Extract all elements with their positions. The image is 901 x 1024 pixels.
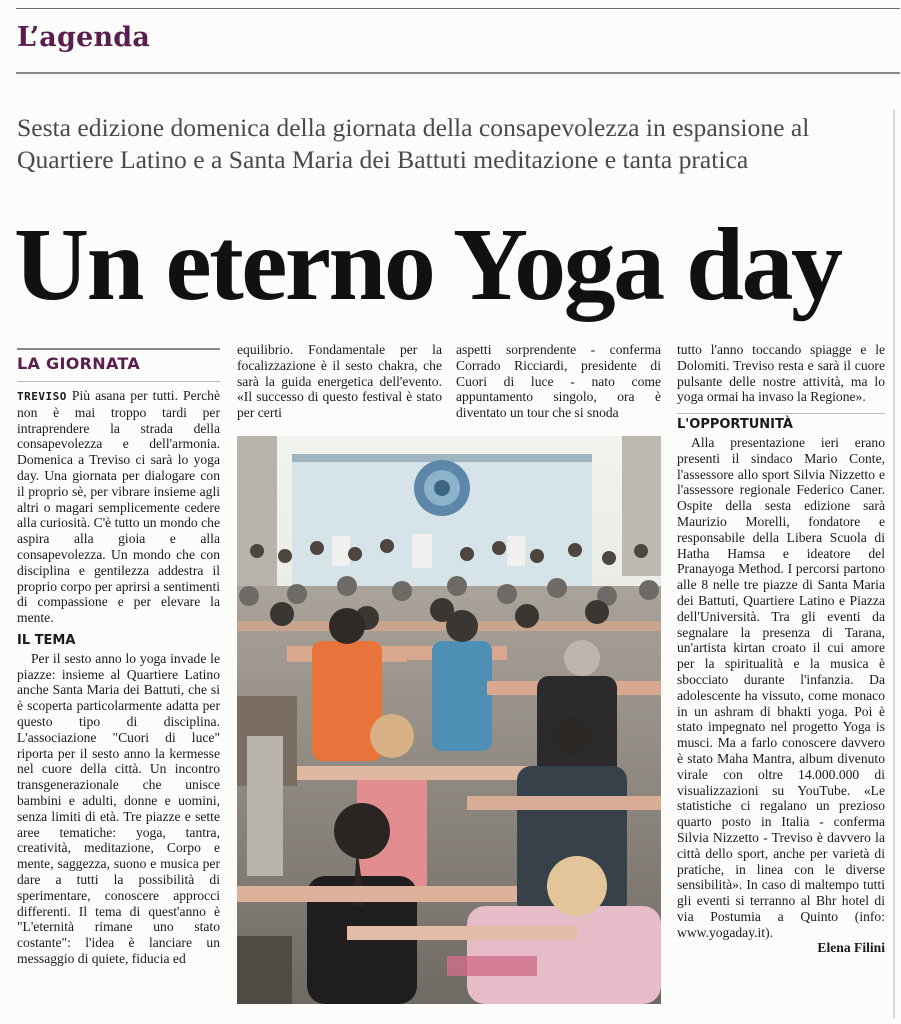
kicker-label: LA GIORNATA: [17, 354, 141, 373]
section-rule: [16, 72, 900, 74]
dateline: TREVISO: [17, 390, 67, 403]
column-1: [17, 387, 220, 967]
tema-paragraph: Per il sesto anno lo yoga invade le piazze: insieme al Quartiere Latino anche Santa Maria dei Battuti, che si è scoperta particolarmente adatta per questo tipo di disciplina. L'associazione "Cuori di luce" riporta per il sesto anno la kermesse nel cuore della città. Un incontro transgenerazionale che unisce bambini e adulti, donne e uomini, senza limiti di età. Tre piazze e sette aree tematiche: yoga, tantra, creatività, meditazione, Corpo e mente, saggezza, suono e musica per dare a tutti la possibilità di sperimentare, conoscere approcci differenti. Il tema di quest'anno è "L'eternità rimane uno stato costante": l'idea è lanciare un messaggio di quiete, fiducia ed: [17, 650, 220, 966]
crowd-yoga-photo: [237, 436, 661, 1004]
kicker-rule: [17, 348, 220, 350]
column-3: [456, 342, 661, 421]
article-subtitle: Sesta edizione domenica della giornata della consapevolezza in espansione al Quartiere Latino e a Santa Maria dei Battuti meditazione e tanta pratica: [17, 113, 810, 174]
article-headline: Un eterno Yoga day: [14, 207, 841, 322]
subhead-opportunita: L'OPPORTUNITÀ: [677, 417, 793, 433]
section-title: L’agenda: [17, 22, 151, 53]
column-3-text: aspetti sorprendente - conferma Corrado Ricciardi, presidente di Cuori di luce - nato come appuntamento singolo, ora è diventato un tour che si snoda: [456, 342, 661, 421]
kicker-block: [17, 348, 220, 373]
subhead-tema: IL TEMA: [17, 632, 76, 648]
column-rule: [677, 413, 885, 414]
column-2-text: equilibrio. Fondamentale per la focalizzazione è il sesto chakra, che sarà la guida energetica dell'evento. «Il successo di questo festival è stato per certi: [237, 342, 442, 421]
page-edge-line: [893, 110, 895, 1018]
author-signature: Elena Filini: [817, 940, 885, 956]
top-rule: [16, 8, 900, 9]
column-4: [677, 342, 885, 956]
column-rule: [17, 381, 220, 382]
column-4-text: tutto l'anno toccando spiagge e le Dolomiti. Treviso resta e sarà il cuore pulsante delle nostre attività, ma lo yoga ormai ha invaso la Regione».: [677, 342, 885, 405]
photo-illustration: [237, 436, 661, 1004]
opportunita-paragraph: Alla presentazione ieri erano presenti il sindaco Mario Conte, l'assessore allo sport Silvia Nizzetto e l'assessore regionale Federico Caner. Ospite della sesta edizione sarà Maurizio Morelli, fondatore e responsabile della Libera Scuola di Hatha Hamsa e ideatore del Pranayoga Method. I percorsi partono alle 8 nelle tre piazze di Santa Maria dei Battuti, Quartiere Latino e Piazza dell'Università. Tra gli eventi da segnalare la presenza di Tarana, un'artista kirtan croato il cui amore per la spiritualità e la musica è sbocciato durante l'infanzia. Da adolescente ha vissuto, come monaco in un ashram di bhakti yoga. Poi è stato impegnato nel progetto Yoga is musci. Ma a farlo conoscere davvero è stato Maha Mantra, album divenuto virale con oltre 14.000.000 di visualizzazioni su YouTube. «Le statistiche ci regalano un prezioso quarto posto in Italia - conferma Silvia Nizzetto - Treviso è davvero la città dello sport, anche per varietà di pratiche, in linea con le diverse sensibilità». In caso di maltempo tutti gli eventi si terranno al Bhr hotel di via Postumia a Quinto (info: www.yogaday.it).: [677, 434, 885, 940]
column-2: [237, 342, 442, 421]
intro-text: Più asana per tutti. Perchè non è mai troppo tardi per intraprendere la strada della consapevolezza e dell'armonia. Domenica a Treviso ci sarà lo yoga day. Una giornata per dialogare con il proprio sè, per vibrare insieme agli altri o magari semplicemente cedere alla curiosità. C'è tutto un mondo che aspira alla gioia e alla consapevolezza. Un mondo che con disciplina e gentilezza addestra il proprio corpo per aprirsi a sentimenti di compassione e per elevare la mente.: [17, 388, 221, 626]
intro-paragraph: [17, 388, 220, 626]
